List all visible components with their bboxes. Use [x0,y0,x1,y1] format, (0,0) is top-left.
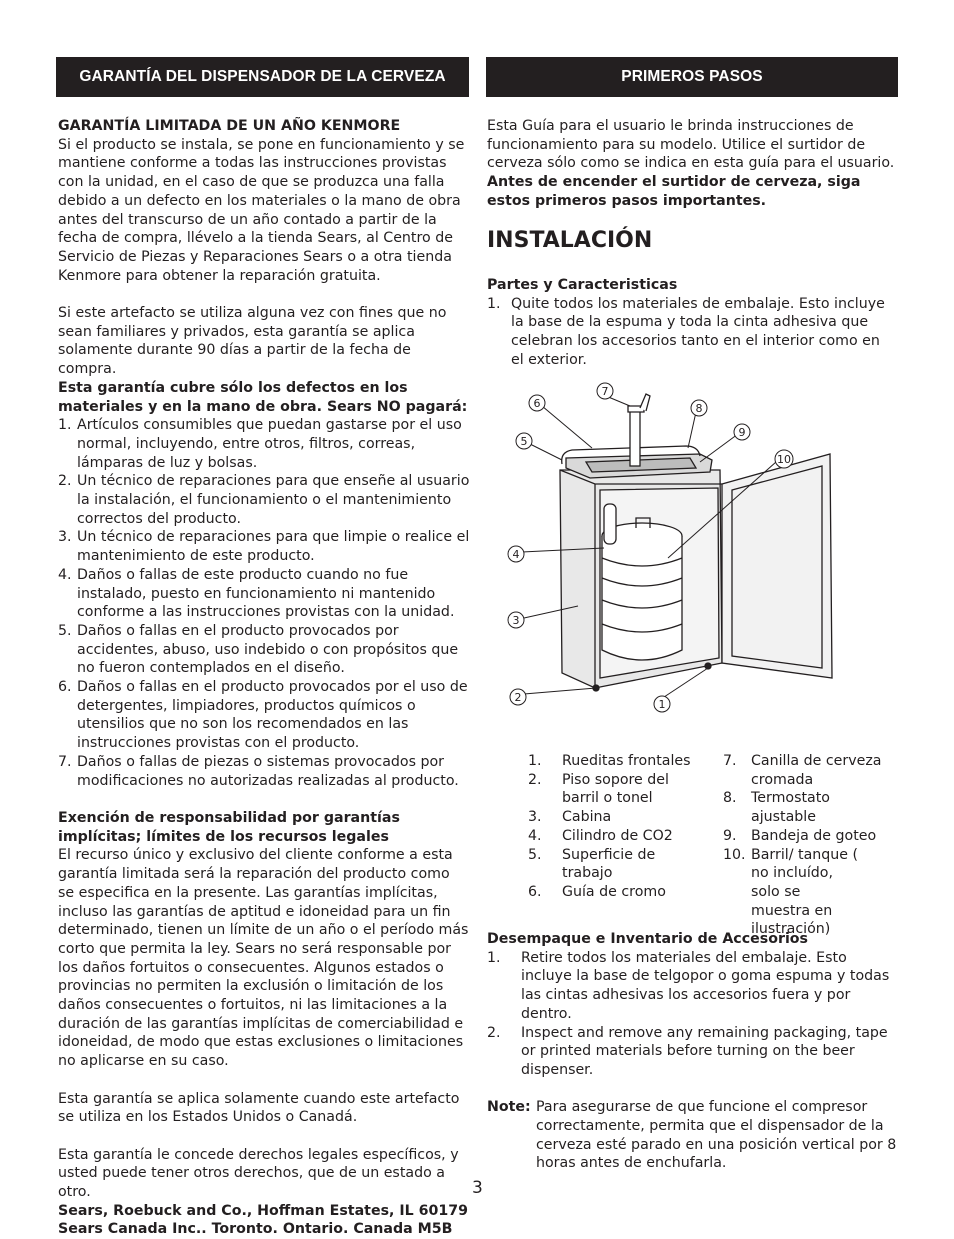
list-item: 8. Termostato ajustable [723,790,830,826]
list-item: 4. Cilindro de CO2 [528,827,673,844]
parts-title: Partes y Caracteristicas [487,277,678,293]
list-item: 2. Un técnico de reparaciones para que enseñe al usuario la instalación, el funcionamiento o el mantenimiento correctos del producto. [58,473,470,527]
list-item: 6. Guía de cromo [528,883,666,900]
parts-instruction: 1. Quite todos los materiales de embalaje. Esto incluye la base de la espuma y toda la cinta adhesiva que celebran los accesorios tanto en el interior como en el exterior. [487,295,885,368]
callout-4: 4 [512,548,520,561]
installation-heading: INSTALACIÓN [487,228,653,253]
warranty-90-days-paragraph: Si este artefacto se utiliza alguna vez con fines que no sean familiares y privados, esta garantía se aplica solamente durante 90 días a partir de la fecha de compra. [58,305,447,378]
list-item: 3. Un técnico de reparaciones para que limpie o realice el mantenimiento de este producto. [58,529,470,565]
list-item: 1. Retire todos los materiales del embalaje. Esto incluye la base de telgopor o goma espuma y todas las cintas adhesivas los accesorios fuera y por dentro. [487,949,890,1022]
first-steps-intro [487,117,895,211]
callout-5: 5 [520,435,528,448]
callout-3: 3 [512,614,520,627]
list-item: 10. Barril/ tanque ( no incluído, solo se muestra en ilustración) [723,846,859,938]
unpacking-section [487,930,897,1173]
list-item: 1. Rueditas frontales [528,753,691,769]
list-item: 1. Artículos consumibles que puedan gastarse por el uso normal, incluyendo, entre otros, filtros, correas, lámparas de luz y bolsas. [58,417,462,471]
parts-list-left [528,752,708,902]
list-item: 4. Daños o fallas de este producto cuando no fue instalado, puesto en funcionamiento ni mantenido conforme a las instrucciones provistas con la unidad. [58,566,455,621]
warranty-rights-paragraph: Esta garantía le concede derechos legales específicos, y usted puede tener otros derechos, que de un estado a otro. [58,1146,459,1201]
warranty-territory-paragraph: Esta garantía se aplica solamente cuando este artefacto se utiliza en los Estados Unidos o Canadá. [58,1090,460,1126]
callout-10: 10 [777,453,791,466]
exemption-title: Exención de responsabilidad por garantías implícitas; límites de los recursos legales [58,809,400,845]
sears-address-line-2: Sears Canada Inc.. Toronto. Ontario. Canada M5B [58,1221,453,1238]
note-text: Para asegurarse de que funcione el compresor correctamente, permita que el dispensador de la cerveza esté parado en una posición vertical por 8 horas antes de enchufarla. [536,1099,897,1172]
callout-6: 6 [533,397,541,410]
exclusions-list [58,416,470,790]
section-header-warranty: GARANTÍA DEL DISPENSADOR DE LA CERVEZA [56,57,469,97]
note-label: Note: [487,1099,531,1116]
warranty-column [58,117,470,1239]
list-item: 9. Bandeja de goteo [723,827,877,844]
list-item: 5. Superficie de trabajo [528,846,656,882]
exemption-paragraph: El recurso único y exclusivo del cliente conforme a esta garantía limitada será la reparación del producto como se especifica en la presente. Las garantías implícitas, incluso las garantías de aptitud e idoneidad para un fin determinado, tienen un límite de un año o el período más corto que permita la ley. Sears no será responsable por los daños fortuitos o consecuentes. Algunos estados o provincias no permiten la exclusión o limitación de los daños consecuentes o fortuitos, ni las limitaciones a la duración de las garantías implícitas de comerciabilidad e idoneidad, de modo que estas exclusiones o limitaciones no aplicarse en su caso. [58,847,469,1070]
list-item: 2. Inspect and remove any remaining packaging, tape or printed materials before turning on the beer dispenser. [487,1024,888,1078]
callout-7: 7 [601,385,609,398]
list-item: 5. Daños o fallas en el producto provocados por accidentes, abuso, uso indebido o con propósitos que no fueron contemplados en el diseño. [58,622,459,677]
list-item: 2. Piso sopore del barril o tonel [528,771,669,807]
list-item: 7. Daños o fallas de piezas o sistemas provocados por modificaciones no autorizadas realizadas al producto. [58,753,459,789]
beer-dispenser-illustration [500,378,845,718]
list-item: 7. Canilla de cerveza cromada [723,753,882,788]
section-header-first-steps: PRIMEROS PASOS [486,57,898,97]
callout-1: 1 [658,698,666,711]
note [487,1098,897,1173]
intro-bold-text: Antes de encender el surtidor de cerveza, siga estos primeros pasos importantes. [487,174,861,209]
parts-section [487,276,895,370]
warranty-title: GARANTÍA LIMITADA DE UN AÑO KENMORE [58,118,401,134]
list-item: 6. Daños o fallas en el producto provocados por el uso de detergentes, limpiadores, productos químicos o utensilios que no son los recomendados en las instrucciones provistas con el producto. [58,679,468,752]
callout-8: 8 [695,402,703,415]
unpacking-title: Desempaque e Inventario de Accesorios [487,931,808,947]
page-number: 3 [472,1178,483,1198]
list-item: 3. Cabina [528,809,612,826]
sears-address-line-1: Sears, Roebuck and Co., Hoffman Estates, IL 60179 [58,1202,468,1219]
intro-text: Esta Guía para el usuario le brinda instrucciones de funcionamiento para su modelo. Utilice el surtidor de cerveza sólo como se indica en esta guía para el usuario. [487,118,895,172]
parts-list-right [723,752,899,939]
callout-9: 9 [738,426,746,439]
warranty-coverage-bold: Esta garantía cubre sólo los defectos en los materiales y en la mano de obra. Sears NO pagará: [58,379,468,415]
warranty-paragraph: Si el producto se instala, se pone en funcionamiento y se mantiene conforme a todas las instrucciones provistas con la unidad, en el caso de que se produzca una falla debido a un defecto en los materiales o la mano de obra antes del transcurso de un año contado a partir de la fecha de compra, llévelo a la tienda Sears, al Centro de Servicio de Piezas y Reparaciones Sears o a otra tienda Kenmore para obtener la reparación gratuita. [58,136,465,284]
callout-2: 2 [514,691,522,704]
